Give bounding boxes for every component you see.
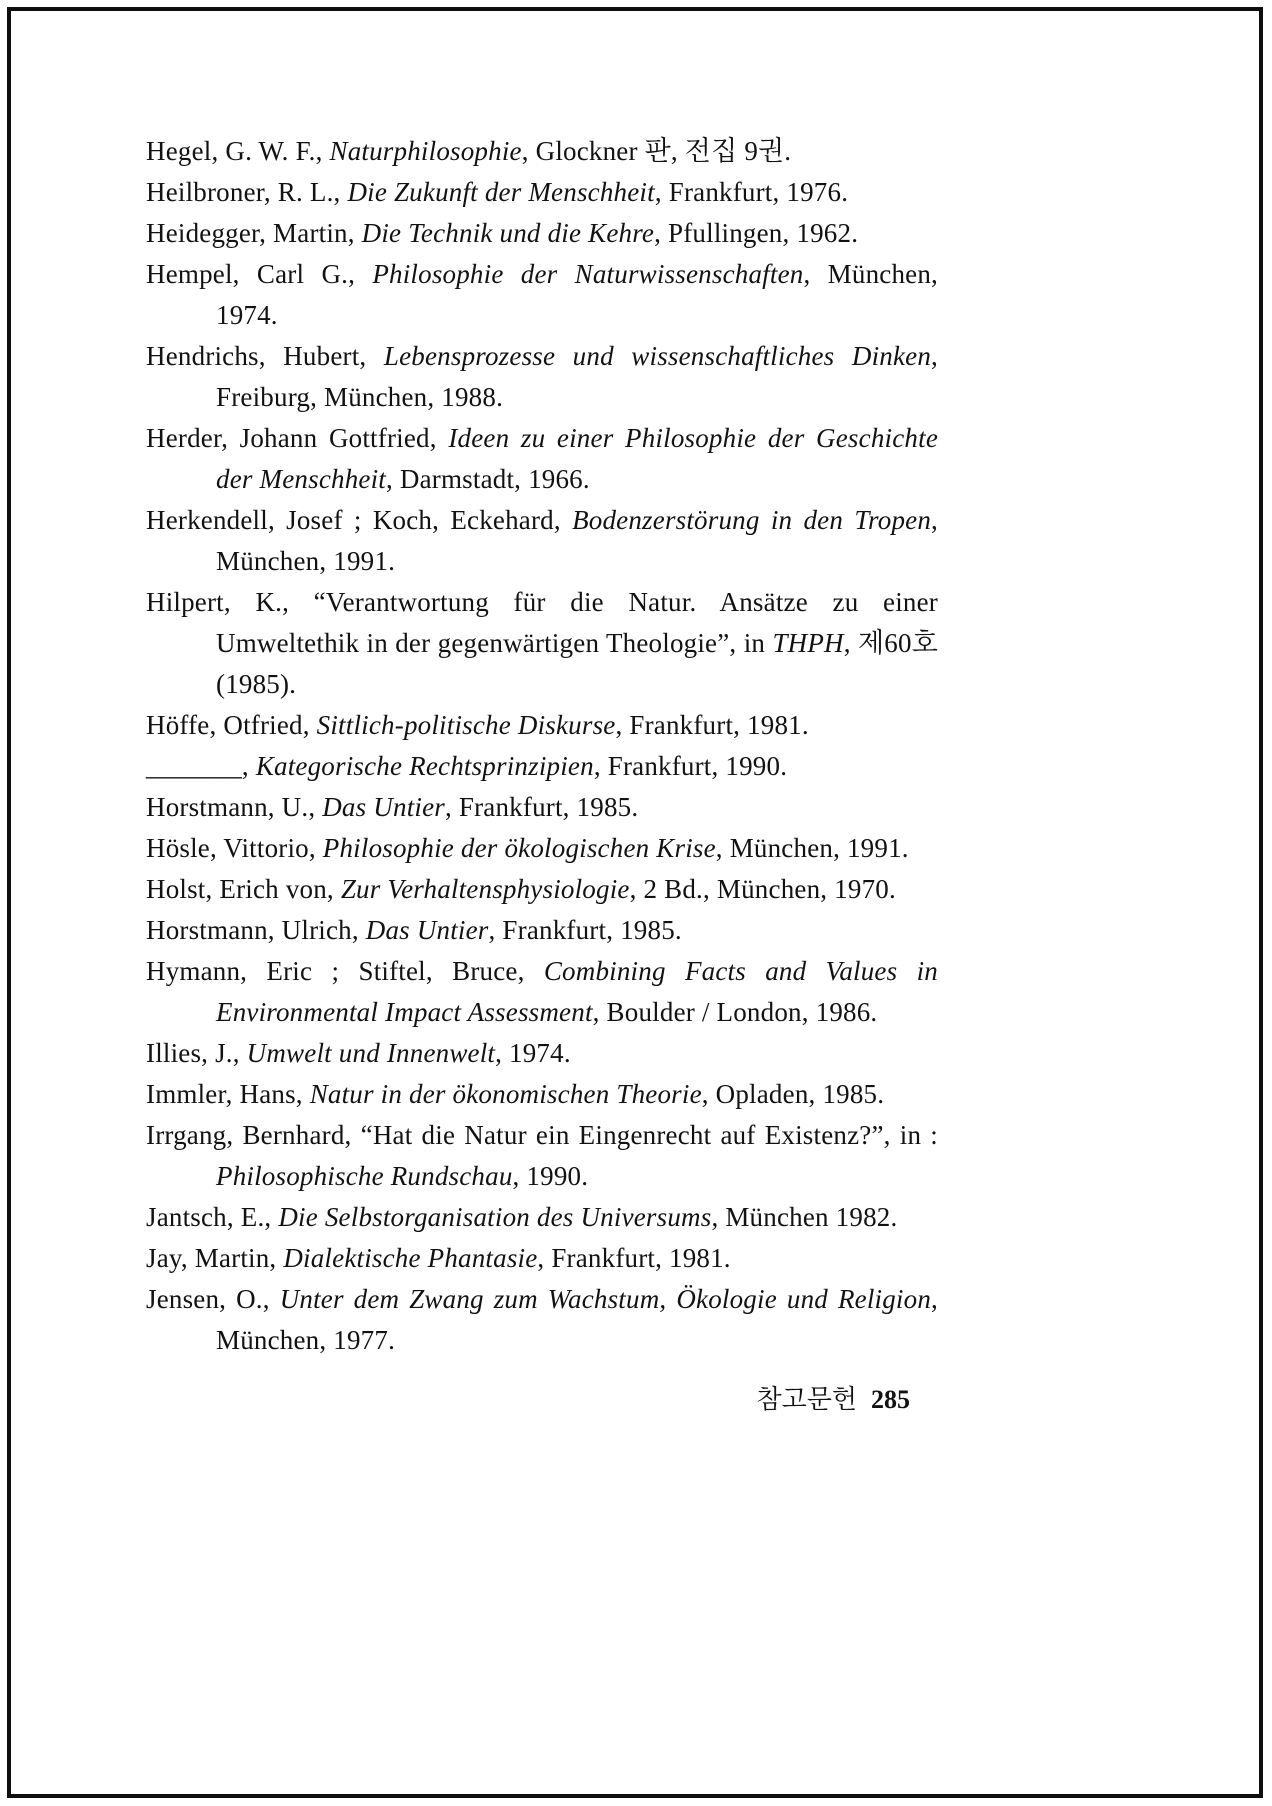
entry-text-segment: , Frankfurt, 1990.	[593, 751, 788, 781]
entry-text-segment: Herder, Johann Gottfried,	[146, 423, 449, 453]
entry-text-segment: _______,	[146, 751, 256, 781]
bibliography-entry	[146, 213, 938, 254]
entry-title-segment: Zur Verhaltensphysiologie	[340, 874, 630, 904]
entry-text-segment: Horstmann, U.,	[146, 792, 323, 822]
entry-text-segment: Jensen, O.,	[146, 1284, 280, 1314]
entry-text-segment: , München 1982.	[711, 1202, 898, 1232]
bibliography-entry	[146, 1238, 938, 1279]
entry-title-segment: Ideen zu einer Philosophie der Geschichte der Menschheit	[216, 423, 938, 494]
entry-title-segment: Die Selbstorganisation des Universums	[278, 1202, 712, 1232]
entry-text-segment: Hempel, Carl G.,	[146, 259, 373, 289]
entry-title-segment: Philosophie der ökologischen Krise	[322, 833, 716, 863]
entry-text-segment: Höffe, Otfried,	[146, 710, 317, 740]
bibliography-entry	[146, 336, 938, 418]
bibliography-entry	[146, 828, 938, 869]
entry-text-segment: Hilpert, K., “Verantwortung für die Natur. Ansätze zu einer Umweltethik in der gegenwärtigen Theologie”, in	[146, 587, 938, 658]
entry-text-segment: Irrgang, Bernhard, “Hat die Natur ein Eingenrecht auf Existenz?”, in :	[146, 1120, 938, 1150]
entry-title-segment: Bodenzerstörung in den Tropen	[572, 505, 932, 535]
bibliography-list	[146, 131, 938, 1361]
entry-text-segment: Hegel, G. W. F.,	[146, 136, 330, 166]
entry-title-segment: Lebensprozesse und wissenschaftliches Dinken	[383, 341, 932, 371]
bibliography-entry	[146, 1279, 938, 1361]
entry-text-segment: , München, 1991.	[216, 505, 938, 576]
bibliography-entry	[146, 787, 938, 828]
page-number: 285	[871, 1385, 910, 1414]
entry-text-segment: , München, 1974.	[216, 259, 938, 330]
entry-text-segment: Hymann, Eric ; Stiftel, Bruce,	[146, 956, 544, 986]
entry-title-segment: Natur in der ökonomischen Theorie	[309, 1079, 702, 1109]
bibliography-entry	[146, 582, 938, 705]
entry-text-segment: , Opladen, 1985.	[701, 1079, 885, 1109]
entry-text-segment: Hösle, Vittorio,	[146, 833, 323, 863]
entry-title-segment: Unter dem Zwang zum Wachstum, Ökologie und Religion	[279, 1284, 932, 1314]
entry-text-segment: , München, 1977.	[216, 1284, 938, 1355]
bibliography-entry	[146, 951, 938, 1033]
entry-title-segment: Kategorische Rechtsprinzipien	[255, 751, 594, 781]
entry-title-segment: Das Untier	[322, 792, 445, 822]
bibliography-entry	[146, 869, 938, 910]
entry-title-segment: Die Zukunft der Menschheit	[347, 177, 655, 207]
bibliography-entry	[146, 131, 938, 172]
bibliography-entry	[146, 1033, 938, 1074]
entry-title-segment: Umwelt und Innenwelt	[246, 1038, 496, 1068]
bibliography-entry	[146, 418, 938, 500]
entry-text-segment: Heilbroner, R. L.,	[146, 177, 348, 207]
entry-title-segment: Die Technik und die Kehre	[361, 218, 655, 248]
entry-text-segment: Illies, J.,	[146, 1038, 247, 1068]
entry-title-segment: Naturphilosophie	[329, 136, 522, 166]
entry-text-segment: , Frankfurt, 1976.	[654, 177, 849, 207]
entry-text-segment: , Boulder / London, 1986.	[592, 997, 878, 1027]
entry-text-segment: , 제60호 (1985).	[216, 628, 938, 699]
entry-text-segment: , Frankfurt, 1981.	[537, 1243, 731, 1273]
entry-text-segment: , Frankfurt, 1985.	[444, 792, 639, 822]
bibliography-entry	[146, 705, 938, 746]
entry-text-segment: , Darmstadt, 1966.	[386, 464, 590, 494]
entry-text-segment: , München, 1991.	[715, 833, 909, 863]
entry-text-segment: Herkendell, Josef ; Koch, Eckehard,	[146, 505, 573, 535]
bibliography-entry	[146, 910, 938, 951]
page-footer	[146, 1379, 938, 1416]
entry-title-segment: Das Untier	[365, 915, 489, 945]
entry-text-segment: , 2 Bd., München, 1970.	[629, 874, 896, 904]
bibliography-entry	[146, 172, 938, 213]
bibliography-entry	[146, 500, 938, 582]
entry-text-segment: , Pfullingen, 1962.	[654, 218, 859, 248]
entry-text-segment: , Frankfurt, 1981.	[615, 710, 809, 740]
entry-text-segment: , Glockner 판, 전집 9권.	[521, 136, 792, 166]
entry-text-segment: , Frankfurt, 1985.	[488, 915, 682, 945]
entry-text-segment: Jantsch, E.,	[146, 1202, 279, 1232]
entry-title-segment: Combining Facts and Values in Environmental Impact Assessment	[216, 956, 939, 1027]
entry-text-segment: Heidegger, Martin,	[146, 218, 362, 248]
entry-text-segment: Immler, Hans,	[146, 1079, 310, 1109]
entry-title-segment: Philosophische Rundschau	[216, 1161, 513, 1191]
entry-text-segment: Horstmann, Ulrich,	[146, 915, 366, 945]
entry-text-segment: , 1990.	[512, 1161, 589, 1191]
entry-text-segment: Jay, Martin,	[146, 1243, 284, 1273]
entry-title-segment: THPH	[772, 628, 844, 658]
bibliography-entry	[146, 746, 938, 787]
bibliography-entry	[146, 254, 938, 336]
entry-title-segment: Philosophie der Naturwissenschaften	[372, 259, 804, 289]
entry-text-segment: , Freiburg, München, 1988.	[216, 341, 938, 412]
bibliography-entry	[146, 1074, 938, 1115]
entry-text-segment: Holst, Erich von,	[146, 874, 341, 904]
entry-text-segment: , 1974.	[495, 1038, 571, 1068]
footer-section-label: 참고문헌	[756, 1385, 857, 1414]
page-border	[7, 7, 1263, 1798]
bibliography-section	[146, 131, 938, 1361]
entry-text-segment: Hendrichs, Hubert,	[146, 341, 384, 371]
entry-title-segment: Dialektische Phantasie	[283, 1243, 538, 1273]
bibliography-entry	[146, 1115, 938, 1197]
bibliography-entry	[146, 1197, 938, 1238]
entry-title-segment: Sittlich-politische Diskurse	[316, 710, 616, 740]
